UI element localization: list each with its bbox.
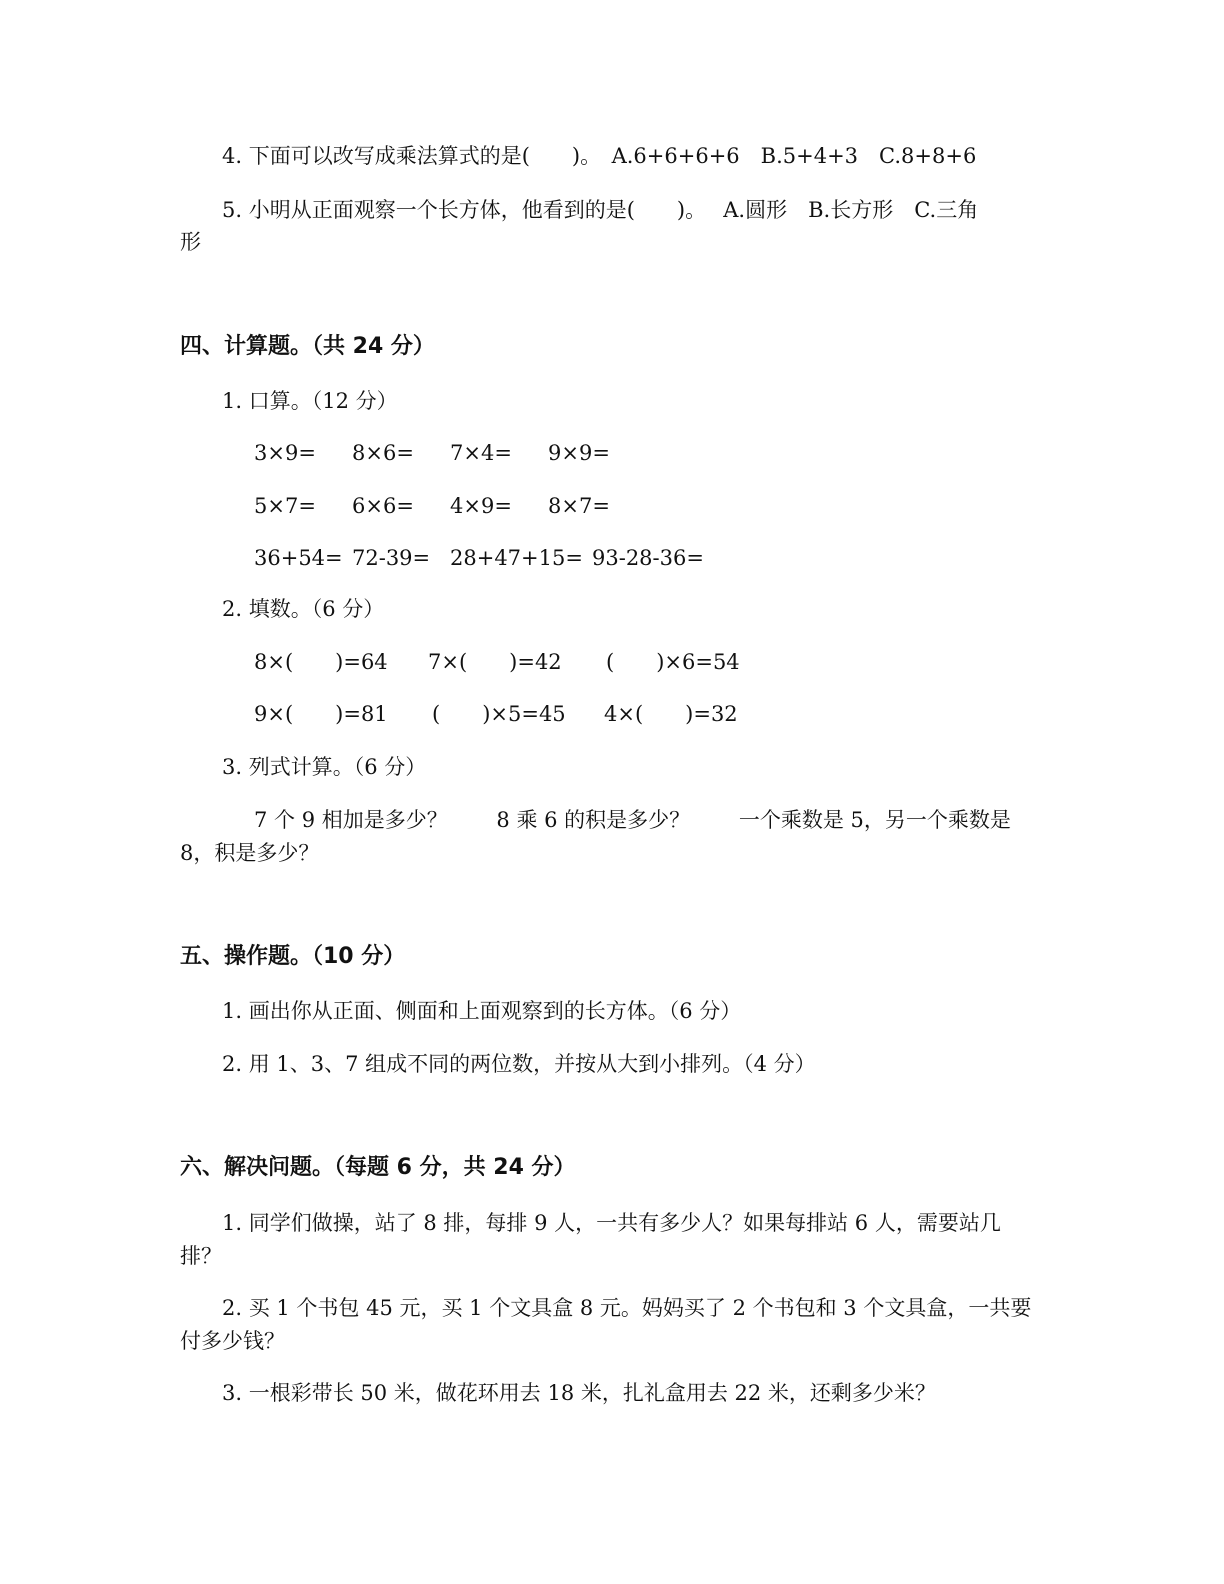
oral-calc-item: 8×6= [352, 441, 414, 465]
problem-3: 3. 一根彩带长 50 米，做花环用去 18 米，扎礼盒用去 22 米，还剩多少米？ [222, 1381, 936, 1405]
question-5-line1: 5. 小明从正面观察一个长方体，他看到的是( )。 A.圆形 B.长方形 C.三角 [222, 198, 979, 222]
oral-calc-item: 72-39= [352, 546, 431, 570]
part-3-line2: 8，积是多少？ [180, 841, 320, 865]
problem-2-line2: 付多少钱？ [180, 1329, 285, 1353]
part-1-title: 1. 口算。（12 分） [222, 389, 398, 413]
part-2-title: 2. 填数。（6 分） [222, 597, 385, 621]
oral-calc-item: 9×9= [548, 441, 610, 465]
oral-calc-item: 5×7= [254, 494, 316, 518]
oral-calc-item: 36+54= [254, 546, 343, 570]
problem-1-line1: 1. 同学们做操，站了 8 排，每排 9 人，一共有多少人？如果每排站 6 人，需要站几 [222, 1211, 1001, 1235]
fill-number-item: 9×( )=81 [254, 702, 388, 726]
oral-calc-item: 28+47+15= [450, 546, 583, 570]
fill-number-item: ( )×6=54 [606, 650, 740, 674]
section-6-heading: 六、解决问题。（每题 6 分，共 24 分） [180, 1155, 576, 1180]
operation-question-1: 1. 画出你从正面、侧面和上面观察到的长方体。（6 分） [222, 999, 742, 1023]
oral-calc-item: 6×6= [352, 494, 414, 518]
fill-number-item: ( )×5=45 [432, 702, 566, 726]
question-5-line2: 形 [180, 230, 201, 254]
oral-calc-item: 7×4= [450, 441, 512, 465]
fill-number-item: 4×( )=32 [604, 702, 738, 726]
part-3-line1: 7 个 9 相加是多少？ 8 乘 6 的积是多少？ 一个乘数是 5，另一个乘数是 [254, 808, 1011, 832]
fill-number-item: 8×( )=64 [254, 650, 388, 674]
oral-calc-item: 93-28-36= [592, 546, 704, 570]
fill-number-item: 7×( )=42 [428, 650, 562, 674]
oral-calc-item: 8×7= [548, 494, 610, 518]
problem-1-line2: 排？ [180, 1244, 222, 1268]
part-3-title: 3. 列式计算。（6 分） [222, 755, 427, 779]
section-4-heading: 四、计算题。（共 24 分） [180, 334, 435, 359]
problem-2-line1: 2. 买 1 个书包 45 元，买 1 个文具盒 8 元。妈妈买了 2 个书包和 3 个文具盒，一共要 [222, 1296, 1032, 1320]
section-5-heading: 五、操作题。（10 分） [180, 944, 406, 969]
operation-question-2: 2. 用 1、3、7 组成不同的两位数，并按从大到小排列。（4 分） [222, 1052, 816, 1076]
question-4: 4. 下面可以改写成乘法算式的是( )。 A.6+6+6+6 B.5+4+3 C.8+8+6 [222, 144, 977, 168]
oral-calc-item: 4×9= [450, 494, 512, 518]
oral-calc-item: 3×9= [254, 441, 316, 465]
